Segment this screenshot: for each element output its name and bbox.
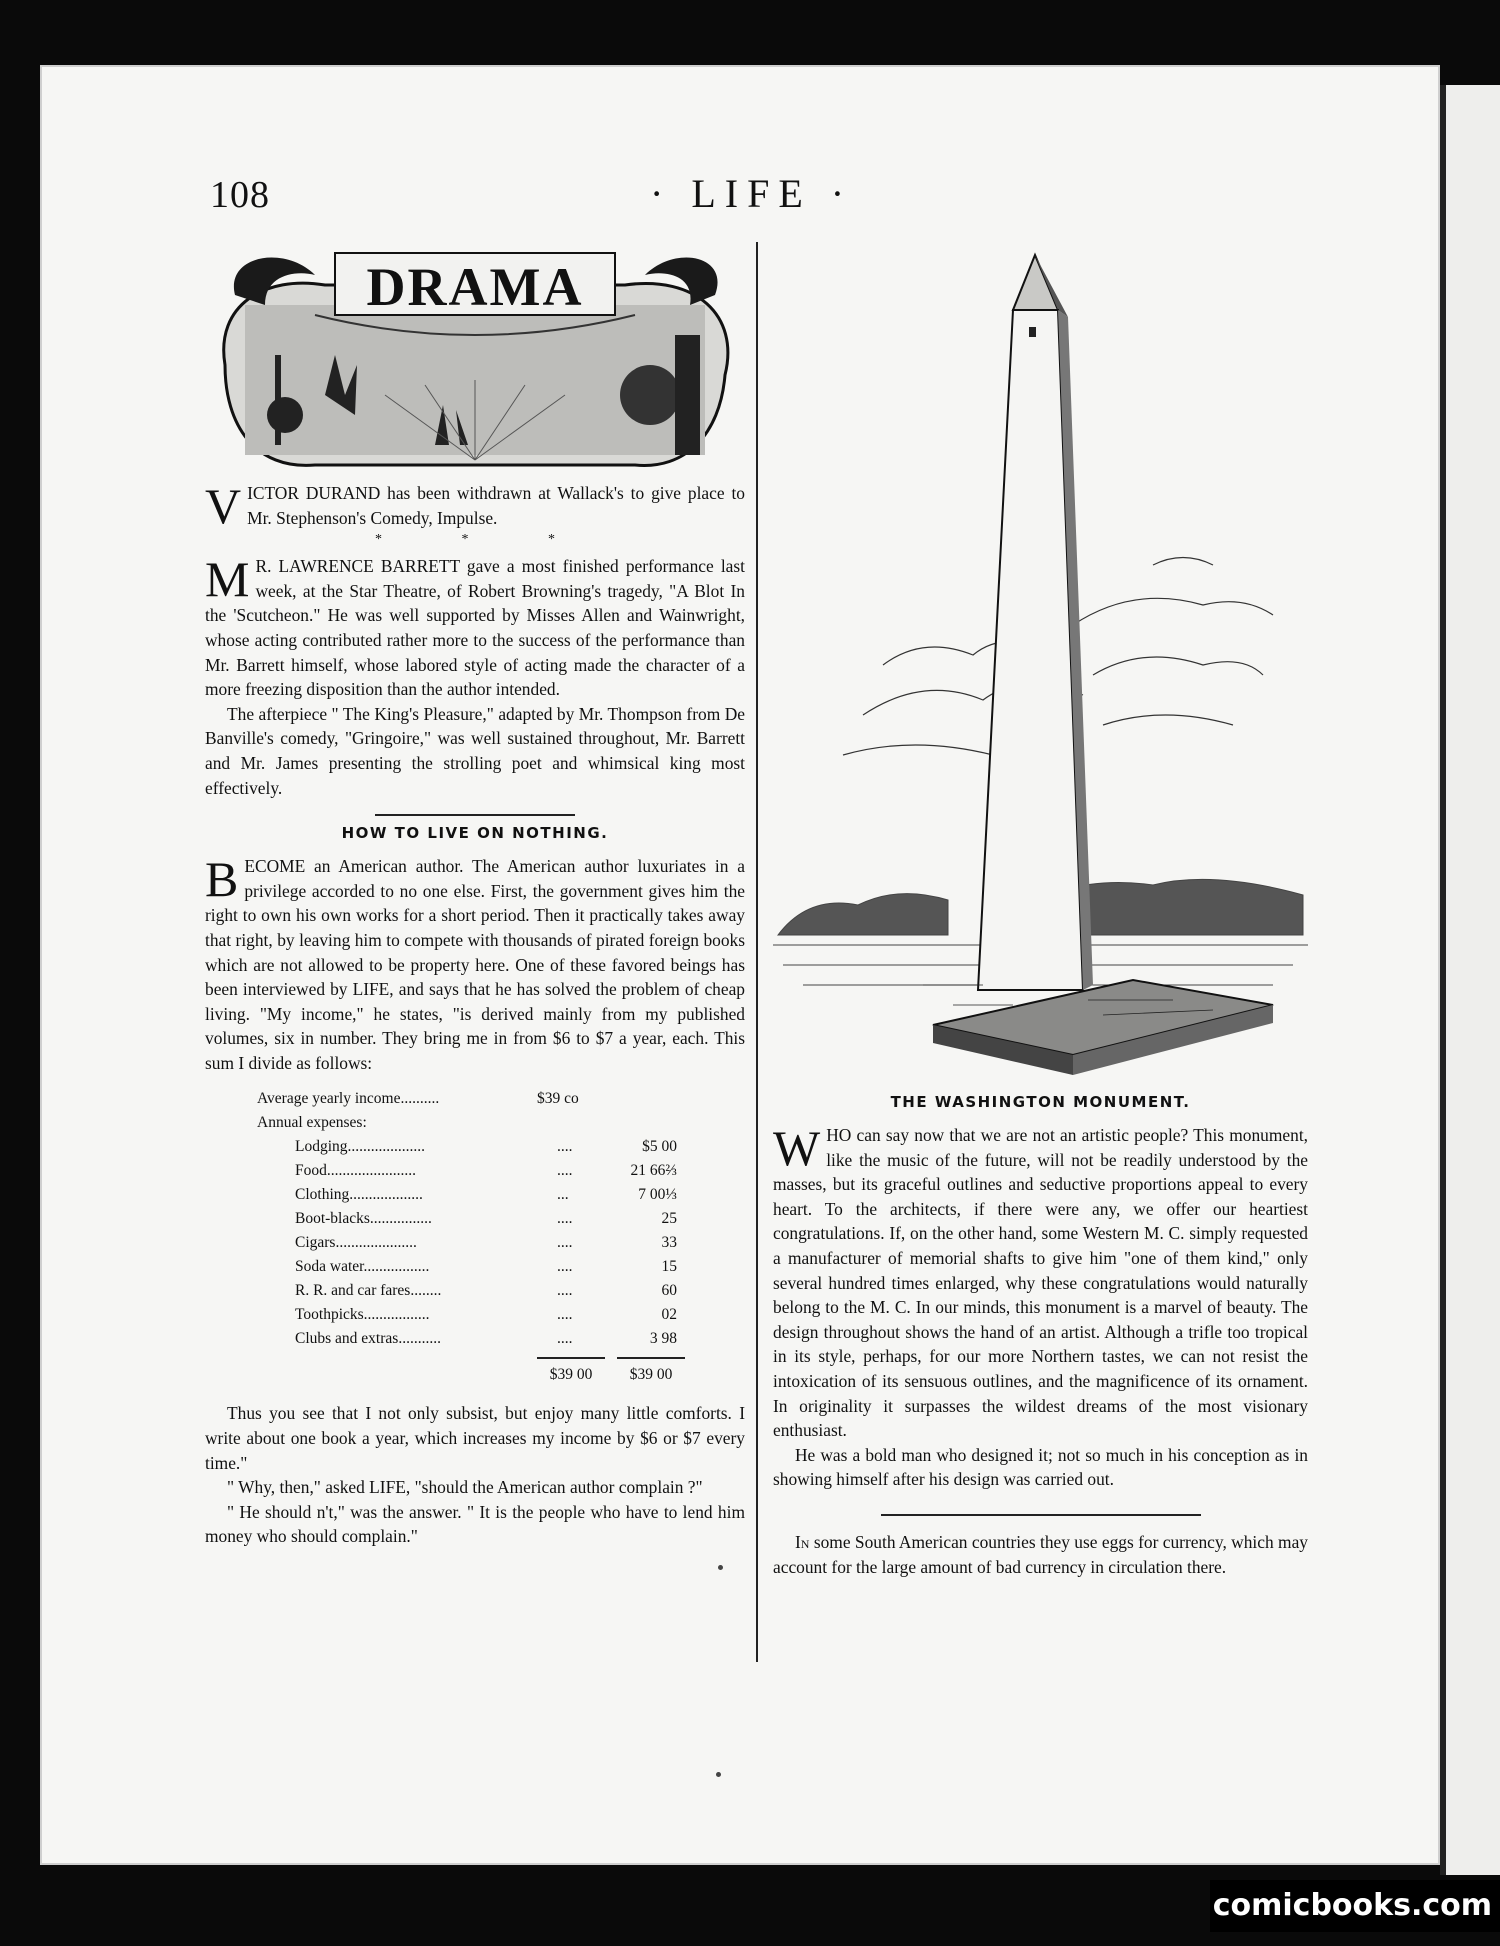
- expense-row: [257, 1279, 745, 1303]
- nothing-paragraph-2: Thus you see that I not only subsist, but enjoy many little comforts. I write about one book a year, which increases my income by $6 or $7 every time.": [205, 1403, 745, 1473]
- paragraph-text: ECOME an American author. The American author luxuriates in a privilege accorded to no one else. First, the government gives him the right to own his own works for a short period. Then it practically takes away that right, by leaving him to compete with thousands of pirated foreign books which are not allowed to be property here. One of these favored beings has been interviewed by LIFE, and says that he has solved the problem of cheap living. "My income," he states, "is derived mainly from my published volumes, six in number. They bring me in from $6 to $7 a year, each. This sum I divide as follows:: [205, 856, 745, 1073]
- left-column: [205, 245, 745, 1549]
- totals-row: [257, 1357, 745, 1387]
- drop-cap: W: [773, 1120, 821, 1176]
- paragraph-text: HO can say now that we are not an artistic people? This monument, like the music of the future, will not be readily understood by the masses, but its graceful outlines and seductive proportions appeal to every heart. To the architects, if there were any, we offer our heartiest congratulations. If, on the other hand, some Western M. C. simply requested a manufacturer of memorial shafts to give him "one of them kind," only several hundred times enlarged, why these congratulations would naturally belong to the M. C. In our minds, this monument is a marvel of beauty. The design throughout shows the hand of an artist. Although a trifle too tropical in its style, perhaps, for our more Northern tastes, we can not resist the intoxication of its sensuous outlines, and the magnificence of its ornament. In originality it surpasses the wildest dreams of the most visionary enthusiast.: [773, 1125, 1308, 1441]
- monument-paragraph-1: [773, 1120, 1308, 1443]
- expense-amount: 15: [661, 1258, 677, 1276]
- expense-dots: ...: [557, 1186, 569, 1204]
- expense-dots: ....: [557, 1210, 573, 1228]
- expense-amount: 3 98: [649, 1330, 677, 1348]
- expense-row: [257, 1303, 745, 1327]
- income-value: $39 co: [537, 1090, 579, 1108]
- column-rule: [756, 242, 758, 1662]
- expense-row: [257, 1135, 745, 1159]
- paragraph-text: ICTOR DURAND has been withdrawn at Wallack's to give place to Mr. Stephenson's Comedy, Impulse.: [247, 483, 745, 528]
- drop-cap: M: [205, 551, 250, 608]
- expense-label: R. R. and car fares........: [295, 1282, 442, 1300]
- expense-label: Clubs and extras...........: [295, 1330, 441, 1348]
- nothing-paragraph-3: " Why, then," asked LIFE, "should the American author complain ?": [227, 1477, 703, 1498]
- right-column: [773, 245, 1308, 1579]
- section-rule: [375, 814, 575, 816]
- next-page-edge: [1440, 85, 1500, 1875]
- expense-amount: $5 00: [642, 1138, 677, 1156]
- nothing-paragraph-1: [205, 851, 745, 1075]
- expense-dots: ....: [557, 1282, 573, 1300]
- expense-label: Soda water.................: [295, 1258, 430, 1276]
- expense-label: Food.......................: [295, 1162, 416, 1180]
- drop-cap: B: [205, 851, 239, 908]
- expense-dots: ....: [557, 1138, 573, 1156]
- expense-row: [257, 1183, 745, 1207]
- running-head: · LIFE ·: [650, 171, 854, 216]
- paragraph-text: R. LAWRENCE BARRETT gave a most finished performance last week, at the Star Theatre, of Robert Browning's tragedy, "A Blot In the 'Scutcheon." He was well supported by Misses Allen and Wainwright, whose acting contributed rather more to the success of the performance than Mr. Barrett himself, whose labored style of acting made the character of a more freezing disposition than the author intended.: [205, 556, 745, 700]
- expense-row: [257, 1159, 745, 1183]
- expense-row: [257, 1327, 745, 1351]
- nothing-paragraph-4: " He should n't," was the answer. " It is the people who have to lend him money who should complain.": [205, 1501, 745, 1547]
- income-row: [257, 1087, 745, 1111]
- expense-label: Boot-blacks................: [295, 1210, 432, 1228]
- washington-monument-illustration: [773, 245, 1308, 1085]
- income-label: Average yearly income..........: [257, 1090, 440, 1108]
- drama-paragraph-2: [205, 551, 745, 702]
- expense-dots: ....: [557, 1258, 573, 1276]
- expense-label: Clothing...................: [295, 1186, 423, 1204]
- expenses-heading-row: [257, 1111, 745, 1135]
- expense-amount: 21 66⅔: [630, 1162, 677, 1180]
- ink-speck: [716, 1772, 721, 1777]
- expense-amount: 02: [661, 1306, 677, 1324]
- section-rule: [881, 1514, 1201, 1516]
- total-right: $39 00: [617, 1357, 685, 1387]
- drama-banner-illustration: [205, 245, 745, 475]
- expense-dots: ....: [557, 1306, 573, 1324]
- expense-label: Lodging....................: [295, 1138, 426, 1156]
- section-separator: * * *: [375, 532, 593, 548]
- expense-dots: ....: [557, 1162, 573, 1180]
- illustration-caption: THE WASHINGTON MONUMENT.: [890, 1093, 1191, 1111]
- expense-amount: 60: [661, 1282, 677, 1300]
- expense-dots: ....: [557, 1234, 573, 1252]
- expense-amount: 33: [661, 1234, 677, 1252]
- page-number: 108: [210, 174, 270, 216]
- expense-row: [257, 1231, 745, 1255]
- total-left: $39 00: [537, 1357, 605, 1387]
- monument-paragraph-2: He was a bold man who designed it; not so much in his conception as in showing himself after his design was carried out.: [773, 1444, 1308, 1490]
- expenses-label: Annual expenses:: [257, 1114, 367, 1132]
- drama-paragraph-3: The afterpiece " The King's Pleasure," adapted by Mr. Thompson from De Banville's comedy, "Gringoire," was well sustained throughout, Mr. Barrett and Mr. James presenting the strolling poet and whimsical king most effectively.: [205, 703, 745, 798]
- ink-speck: [718, 1565, 723, 1570]
- expense-table: [257, 1087, 745, 1387]
- expense-dots: ....: [557, 1330, 573, 1348]
- expense-amount: 25: [661, 1210, 677, 1228]
- drama-paragraph-1: [205, 478, 745, 534]
- expense-row: [257, 1255, 745, 1279]
- expense-label: Toothpicks.................: [295, 1306, 430, 1324]
- expense-label: Cigars.....................: [295, 1234, 417, 1252]
- expense-amount: 7 00⅓: [638, 1186, 677, 1204]
- section-heading: HOW TO LIVE ON NOTHING.: [341, 824, 609, 843]
- lead-word: In: [795, 1531, 810, 1552]
- paragraph-text: some South American countries they use eggs for currency, which may account for the large amount of bad currency in circulation there.: [773, 1531, 1308, 1577]
- expense-row: [257, 1207, 745, 1231]
- drop-cap: V: [205, 478, 242, 534]
- eggs-paragraph: [773, 1530, 1308, 1579]
- watermark: comicbooks.com: [1210, 1880, 1500, 1932]
- drama-banner-title: DRAMA: [366, 257, 584, 317]
